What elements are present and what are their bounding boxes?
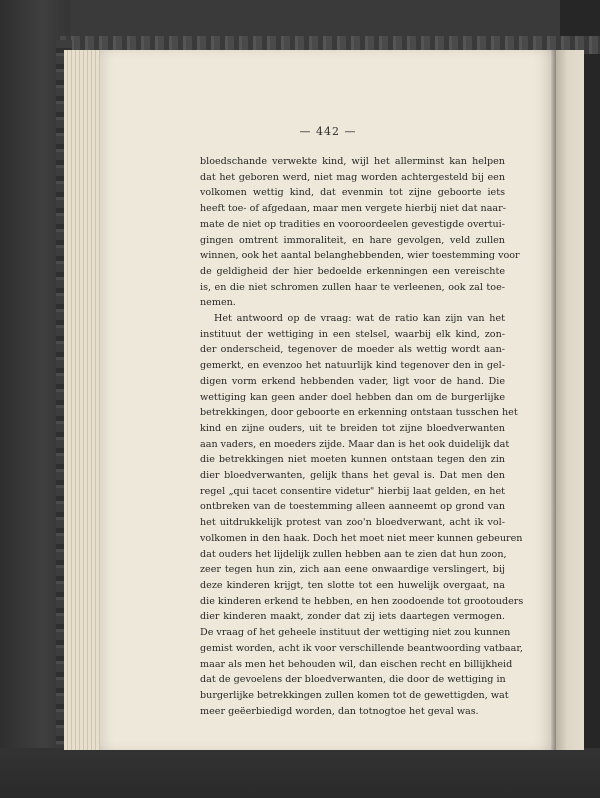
text-line: regel „qui tacet consentire videtur" hierbij laat gelden, en het	[200, 485, 505, 497]
text-line: het uitdrukkelijk protest van zoo'n bloedverwant, acht ik vol-	[200, 517, 505, 529]
text-line: de geldigheid der hier bedoelde erkenningen een vereischte	[200, 265, 505, 277]
text-line: gingen omtrent immoraliteit, en hare gevolgen, veld zullen	[200, 234, 505, 246]
text-line: zeer tegen hun zin, zich aan eene onwaardige verslingert, bij	[200, 564, 505, 576]
text-line: gemerkt, en evenzoo het natuurlijk kind tegenover den in gel-	[200, 360, 505, 372]
text-line: dier kinderen maakt, zonder dat zij iets daartegen vermogen.	[200, 611, 505, 623]
text-line: winnen, ook het aantal belanghebbenden, wier toestemming voor	[200, 250, 520, 262]
text-line: volkomen in den haak. Doch het moet niet meer kunnen gebeuren	[200, 532, 523, 544]
book-page	[100, 50, 556, 750]
text-line: betrekkingen, door geboorte en erkenning ontstaan tusschen het	[200, 407, 518, 419]
text-line: digen vorm erkend hebbenden vader, ligt voor de hand. Die	[200, 375, 505, 387]
text-line: volkomen wettig kind, dat evenmin tot zijne geboorte iets	[200, 187, 505, 199]
text-line: bloedschande verwekte kind, wijl het allerminst kan helpen	[200, 156, 505, 167]
text-line: dat ouders het lijdelijk zullen hebben aan te zien dat hun zoon,	[200, 548, 507, 560]
text-line: aan vaders, en moeders zijde. Maar dan is het ook duidelijk dat	[200, 438, 510, 450]
text-line: die kinderen erkend te hebben, en hen zoodoende tot grootouders	[200, 595, 524, 607]
text-line: dat de gevoelens der bloedverwanten, die door de wettiging in	[200, 674, 506, 686]
text-line: instituut der wettiging in een stelsel, waarbij elk kind, zon-	[200, 328, 505, 340]
next-page-edge	[556, 50, 584, 750]
text-line: Het antwoord op de vraag: wat de ratio kan zijn van het	[214, 313, 505, 325]
text-line: meer geëerbiedigd worden, dan totnogtoe het geval was.	[200, 705, 479, 717]
background-bottom	[0, 748, 600, 798]
text-line: ontbreken van de toestemming alleen aanneemt op grond van	[200, 501, 505, 513]
text-line: maar als men het behouden wil, dan eischen recht en billijkheid	[200, 658, 513, 670]
text-line: nemen.	[200, 297, 236, 309]
text-line: burgerlijke betrekkingen zullen komen tot de gewettigden, wat	[200, 689, 509, 701]
text-line: deze kinderen krijgt, ten slotte tot een huwelijk overgaat, na	[200, 579, 505, 591]
text-line: De vraag of het geheele instituut der wettiging niet zou kunnen	[200, 627, 511, 639]
page-number: — 442 —	[299, 125, 357, 138]
text-line: mate de niet op tradities en vooroordeelen gevestigde overtui-	[200, 218, 505, 230]
text-line: dat het geboren werd, niet mag worden achtergesteld bij een	[200, 171, 505, 183]
text-line: kind en zijne ouders, uit te breiden tot zijne bloedverwanten	[200, 422, 505, 434]
text-line: dier bloedverwanten, gelijk thans het geval is. Dat men den	[200, 470, 505, 482]
text-line: wettiging kan geen ander doel hebben dan om de burgerlijke	[200, 391, 505, 403]
body-text	[200, 154, 524, 719]
text-line: gemist worden, acht ik voor verschillende beantwoording vatbaar,	[200, 642, 523, 654]
text-line: die betrekkingen niet moeten kunnen ontstaan tegen den zin	[200, 454, 505, 466]
text-line: is, en die niet schromen zullen haar te verleenen, ook zal toe-	[200, 281, 505, 293]
text-line: heeft toe- of afgedaan, maar men vergete hierbij niet dat naar-	[200, 203, 506, 215]
text-line: der onderscheid, tegenover de moeder als wettig wordt aan-	[200, 344, 505, 356]
